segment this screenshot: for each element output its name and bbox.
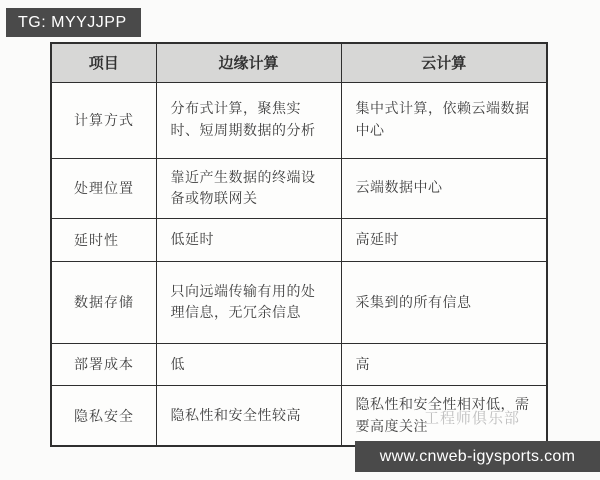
table-row [51, 261, 547, 343]
table-row [51, 385, 547, 446]
table-row [51, 158, 547, 218]
row-label: 数据存储 [51, 261, 156, 343]
cloud-value: 采集到的所有信息 [341, 261, 547, 343]
edge-value: 低延时 [156, 218, 341, 261]
website-url-bar [355, 441, 600, 472]
header-cell-item: 项目 [51, 43, 156, 82]
cloud-value: 隐私性和安全性相对低，需要高度关注 [341, 385, 547, 446]
row-label: 部署成本 [51, 343, 156, 385]
cloud-value: 高延时 [341, 218, 547, 261]
table-row [51, 343, 547, 385]
row-label: 延时性 [51, 218, 156, 261]
row-label: 计算方式 [51, 82, 156, 158]
edge-vs-cloud-comparison-table [50, 42, 548, 447]
watermark-text: 工程师俱乐部 [424, 410, 521, 427]
tg-channel-badge [6, 8, 141, 37]
cloud-value: 云端数据中心 [341, 158, 547, 218]
header-cell-cloud-computing: 云计算 [341, 43, 547, 82]
cloud-value: 集中式计算，依赖云端数据中心 [341, 82, 547, 158]
edge-value: 靠近产生数据的终端设备或物联网关 [156, 158, 341, 218]
table-row [51, 82, 547, 158]
table-row [51, 218, 547, 261]
row-label: 隐私安全 [51, 385, 156, 446]
edge-value: 只向远端传输有用的处理信息，无冗余信息 [156, 261, 341, 343]
tg-channel-badge-text: TG: MYYJJPP [18, 13, 127, 31]
website-url-text: www.cnweb-igysports.com [379, 447, 576, 465]
edge-value: 低 [156, 343, 341, 385]
cloud-value: 高 [341, 343, 547, 385]
header-cell-edge-computing: 边缘计算 [156, 43, 341, 82]
row-label: 处理位置 [51, 158, 156, 218]
edge-value: 隐私性和安全性较高 [156, 385, 341, 446]
table-header-row [51, 43, 547, 82]
edge-value: 分布式计算，聚焦实时、短周期数据的分析 [156, 82, 341, 158]
